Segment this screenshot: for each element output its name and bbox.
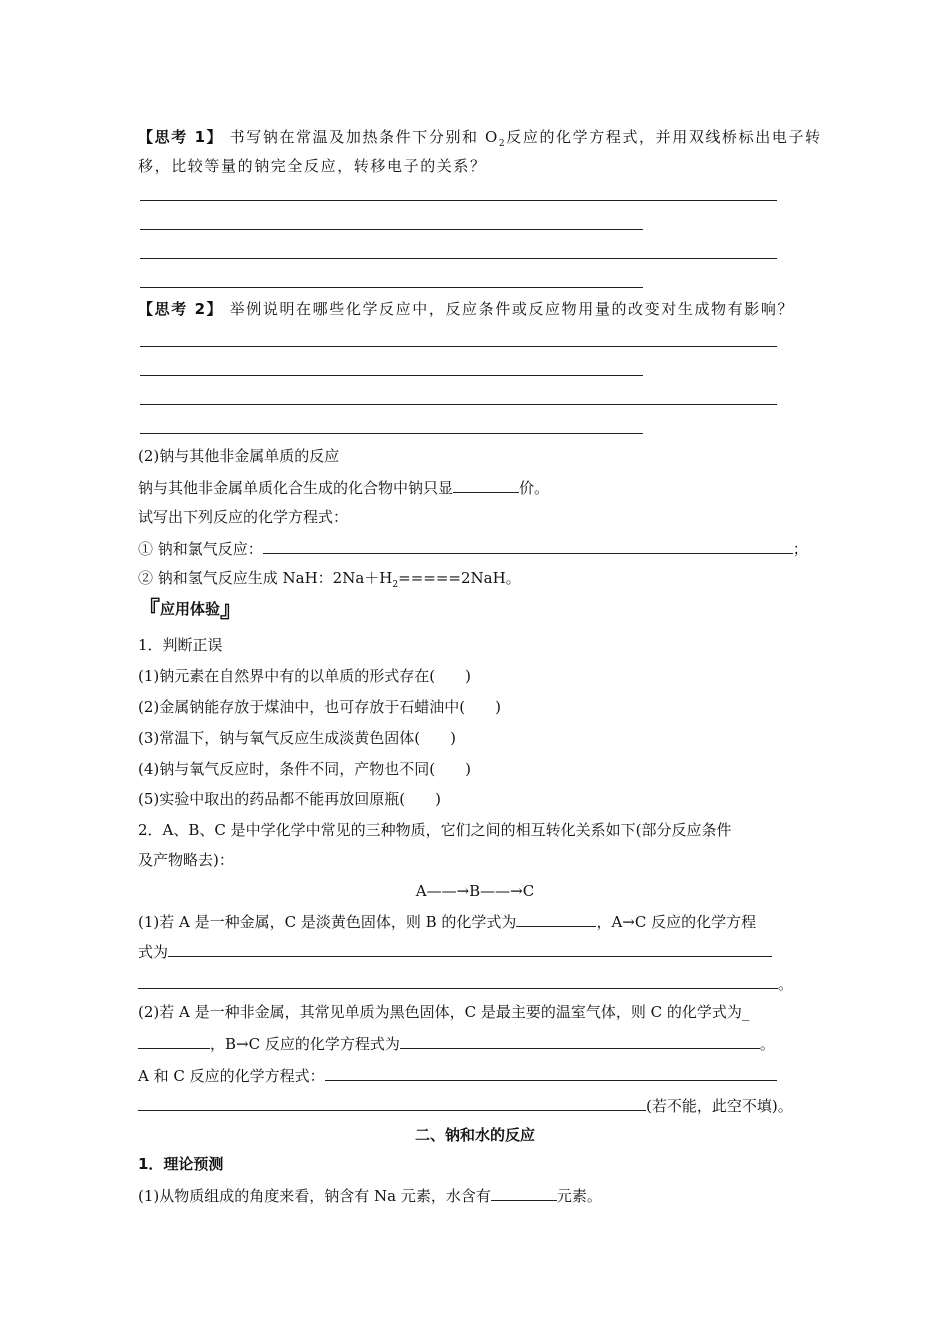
item2-text-a: ② 钠和氢气反应生成 NaH：2Na＋H: [138, 569, 393, 587]
think1-line2: 移，比较等量的钠完全反应，转移电子的关系？: [138, 157, 487, 175]
think2-label: 【思考 2】: [138, 300, 224, 318]
answer-line[interactable]: [140, 229, 643, 230]
fill-blank-equation[interactable]: [400, 1032, 760, 1049]
answer-line[interactable]: [140, 258, 777, 259]
q2-p1-text-c: 式为: [138, 943, 169, 961]
answer-line[interactable]: [140, 375, 643, 376]
answer-line[interactable]: [140, 346, 777, 347]
item2-sub: 2: [392, 580, 399, 590]
answer-line[interactable]: [140, 200, 777, 201]
answer-line[interactable]: [140, 404, 777, 405]
think1-label: 【思考 1】: [138, 128, 224, 146]
q1-item[interactable]: (5)实验中取出的药品都不能再放回原瓶( ): [138, 790, 441, 808]
q1-item[interactable]: (2)金属钠能存放于煤油中，也可存放于石蜡油中( ): [138, 698, 501, 716]
q2-part3: [138, 1064, 777, 1087]
q2-part2-cont: [138, 1032, 775, 1055]
practice-title: 应用体验: [160, 600, 221, 618]
q2-p1-text-a: (1)若 A 是一种金属，C 是淡黄色固体，则 B 的化学式为: [138, 913, 517, 931]
section2-prompt: 试写出下列反应的化学方程式：: [138, 508, 349, 526]
part2-item1-b: 元素。: [556, 1187, 602, 1205]
q1-item[interactable]: (4)钠与氧气反应时，条件不同，产物也不同( ): [138, 760, 471, 778]
q2-line2: 及产物略去)：: [138, 851, 234, 869]
q2-line1: 2．A、B、C 是中学化学中常见的三种物质，它们之间的相互转化关系如下(部分反应条件: [138, 821, 732, 839]
q2-p2-text-b: ，B→C 反应的化学方程式为: [210, 1035, 400, 1053]
fill-blank-equation[interactable]: [138, 972, 778, 989]
fill-blank-valence[interactable]: [453, 476, 519, 493]
q2-scheme: A——→B——→C: [415, 882, 535, 900]
q2-part1: [138, 910, 756, 933]
think2-line: [138, 298, 794, 320]
think1-sub: 2: [498, 139, 507, 149]
item2-text-b: =====2NaH。: [398, 569, 521, 587]
section2-desc-a: 钠与其他非金属单质化合生成的化合物中钠只显: [138, 479, 454, 497]
answer-line[interactable]: [140, 433, 643, 434]
q2-part3-line2: [138, 1094, 793, 1117]
q1-item[interactable]: (1)钠元素在自然界中有的以单质的形式存在( ): [138, 667, 471, 685]
q1-item[interactable]: (3)常温下，钠与氧气反应生成淡黄色固体( ): [138, 729, 456, 747]
part2-heading: 二、钠和水的反应: [414, 1126, 535, 1144]
fill-blank-element[interactable]: [491, 1184, 557, 1201]
fill-blank-equation[interactable]: [168, 940, 772, 957]
q2-p1-text-b: ，A→C 反应的化学方程: [596, 913, 757, 931]
think1-text-b: 反应的化学方程式，并用双线桥标出电子转: [506, 128, 822, 146]
answer-line[interactable]: [140, 287, 643, 288]
think1-line1: [138, 126, 822, 148]
practice-tag: [138, 596, 242, 625]
q2-part1-line2: [138, 972, 793, 995]
think1-text-a: 书写钠在常温及加热条件下分别和 O: [229, 128, 499, 146]
fill-blank-equation[interactable]: [263, 537, 793, 554]
q2-p3-end: (若不能，此空不填)。: [646, 1097, 793, 1115]
section2-item2: [138, 567, 521, 589]
part2-item1: [138, 1184, 602, 1207]
section2-desc: [138, 476, 549, 499]
part2-sub1: 1．理论预测: [138, 1155, 224, 1173]
item1-label: ① 钠和氯气反应：: [138, 540, 263, 558]
q2-part1-cont: [138, 940, 772, 963]
fill-blank-equation[interactable]: [138, 1094, 646, 1111]
q2-p1-end: 。: [778, 975, 794, 993]
item1-end: ；: [792, 540, 808, 558]
q2-p3-text-a: A 和 C 反应的化学方程式：: [138, 1067, 325, 1085]
q2-part2: (2)若 A 是一种非金属，其常见单质为黑色固体，C 是最主要的温室气体，则 C 的化学式为_: [138, 1003, 750, 1021]
bracket-right: 』: [220, 597, 243, 623]
q2-p2-end: 。: [759, 1035, 775, 1053]
section2-desc-b: 价。: [519, 479, 550, 497]
think2-text: 举例说明在哪些化学反应中，反应条件或反应物用量的改变对生成物有影响？: [229, 300, 795, 318]
fill-blank-equation[interactable]: [325, 1064, 777, 1081]
q1-title: 1．判断正误: [138, 636, 223, 654]
section2-item1: [138, 537, 808, 560]
part2-item1-a: (1)从物质组成的角度来看，钠含有 Na 元素，水含有: [138, 1187, 491, 1205]
fill-blank-b-formula[interactable]: [516, 910, 596, 927]
section2-heading: (2)钠与其他非金属单质的反应: [138, 447, 340, 465]
bracket-left: 『: [138, 597, 161, 623]
fill-blank-c-formula[interactable]: [138, 1032, 210, 1049]
